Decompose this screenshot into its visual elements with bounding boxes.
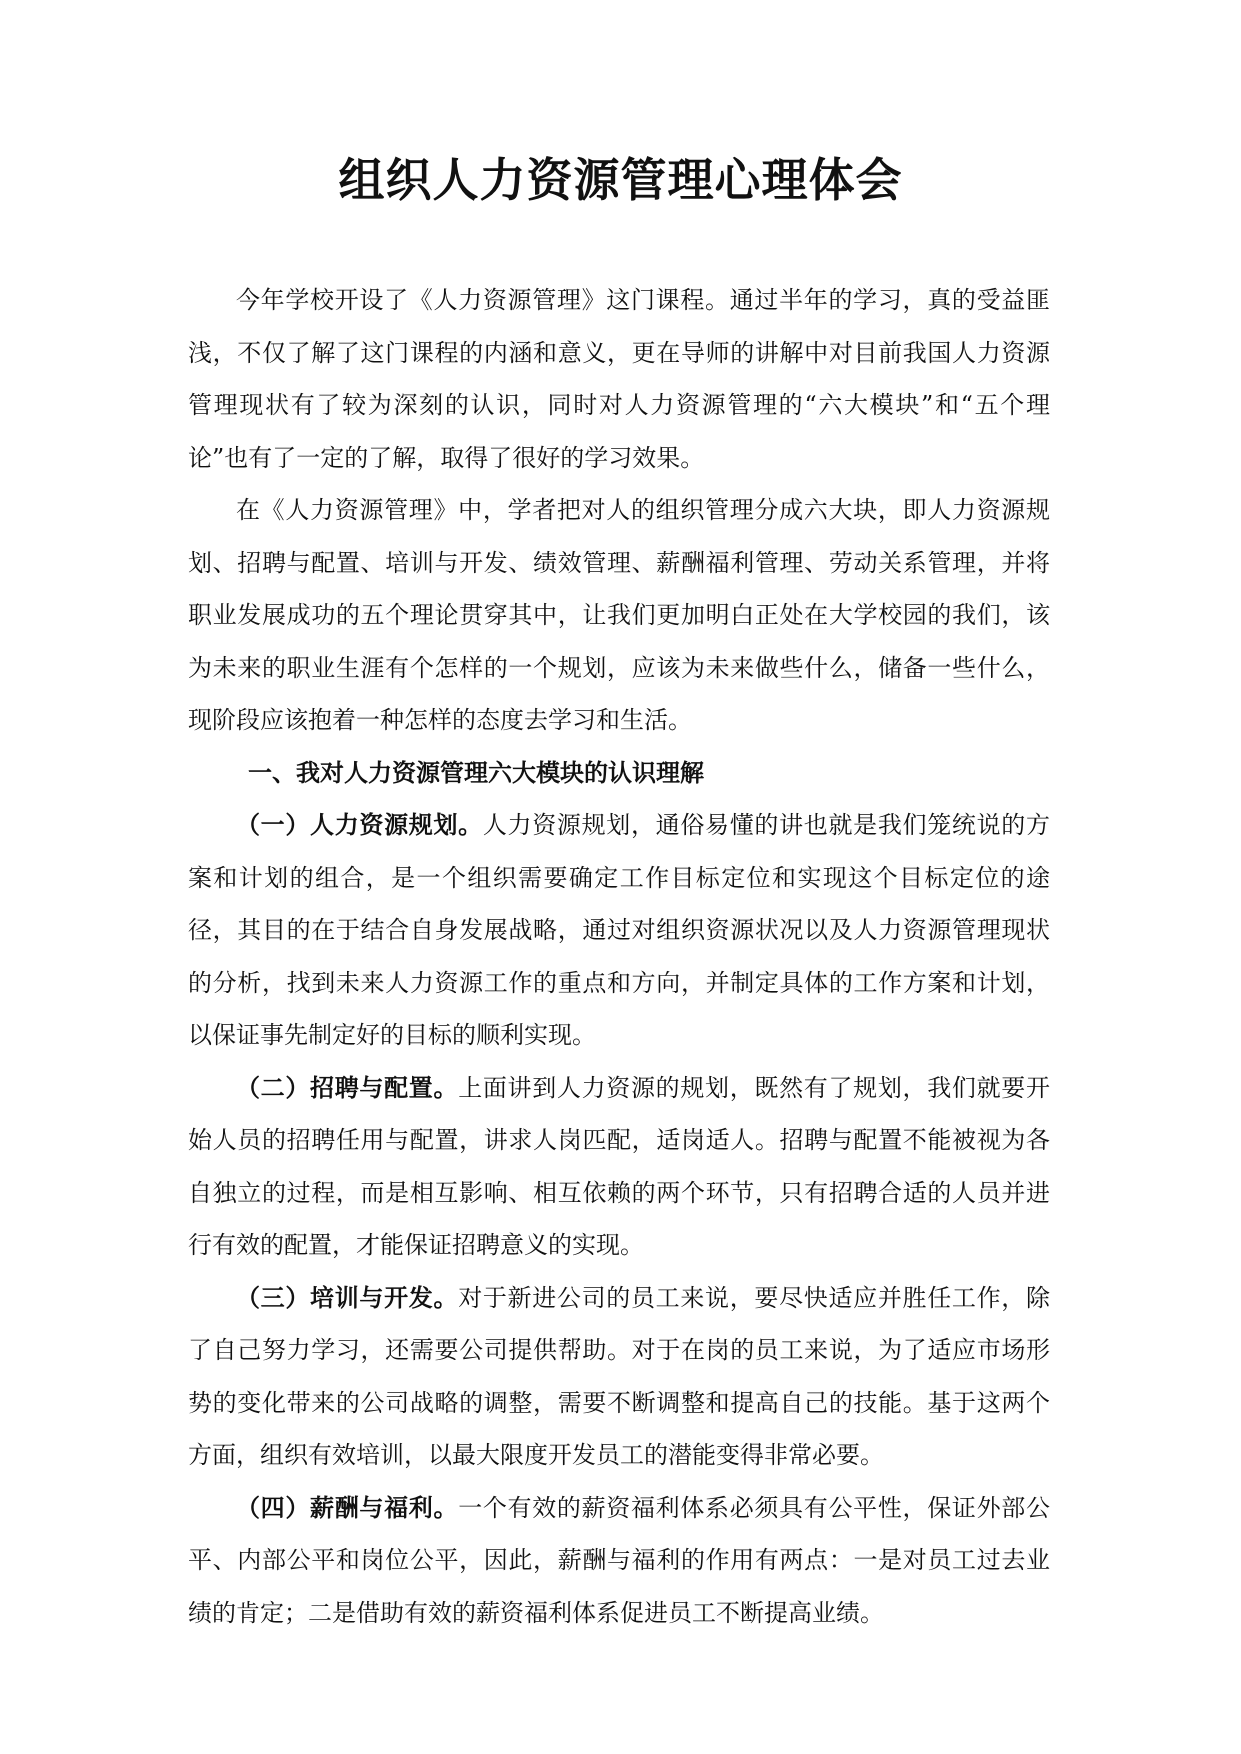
module-title-recruitment: （二）招聘与配置。 [236, 1072, 459, 1102]
module-title-compensation: （四）薪酬与福利。 [236, 1492, 459, 1522]
module-text-recruitment: 上面讲到人力资源的规划，既然有了规划，我们就要开始人员的招聘任用与配置，讲求人岗匹配，适岗适人。招聘与配置不能被视为各自独立的过程，而是相互影响、相互依赖的两个环节，只有招聘合适的人员并进行有效的配置，才能保证招聘意义的实现。 [188, 1073, 1050, 1259]
paragraph-overview: 在《人力资源管理》中，学者把对人的组织管理分成六大块，即人力资源规划、招聘与配置、培训与开发、绩效管理、薪酬福利管理、劳动关系管理，并将职业发展成功的五个理论贯穿其中，让我们更加明白正处在大学校园的我们，该为未来的职业生涯有个怎样的一个规划，应该为未来做些什么，储备一些什么，现阶段应该抱着一种怎样的态度去学习和生活。 [188, 496, 1050, 734]
module-paragraph-planning [188, 799, 1050, 1062]
module-paragraph-compensation [188, 1482, 1050, 1640]
module-text-compensation: 一个有效的薪资福利体系必须具有公平性，保证外部公平、内部公平和岗位公平，因此，薪酬与福利的作用有两点：一是对员工过去业绩的肯定；二是借助有效的薪资福利体系促进员工不断提高业绩。 [188, 1493, 1050, 1627]
module-paragraph-recruitment [188, 1062, 1050, 1272]
section-heading: 一、我对人力资源管理六大模块的认识理解 [248, 757, 704, 787]
module-text-planning: 人力资源规划，通俗易懂的讲也就是我们笼统说的方案和计划的组合，是一个组织需要确定工作目标定位和实现这个目标定位的途径，其目的在于结合自身发展战略，通过对组织资源状况以及人力资源管理现状的分析，找到未来人力资源工作的重点和方向，并制定具体的工作方案和计划，以保证事先制定好的目标的顺利实现。 [188, 811, 1050, 1049]
module-title-training: （三）培训与开发。 [236, 1282, 459, 1312]
module-text-training: 对于新进公司的员工来说，要尽快适应并胜任工作，除了自己努力学习，还需要公司提供帮助。对于在岗的员工来说，为了适应市场形势的变化带来的公司战略的调整，需要不断调整和提高自己的技能。基于这两个方面，组织有效培训，以最大限度开发员工的潜能变得非常必要。 [188, 1283, 1050, 1469]
document-body [188, 274, 1050, 1639]
page-title: 组织人力资源管理心理体会 [338, 153, 903, 207]
module-paragraph-training [188, 1272, 1050, 1482]
module-title-planning: （一）人力资源规划。 [236, 810, 483, 839]
paragraph-intro: 今年学校开设了《人力资源管理》这门课程。通过半年的学习，真的受益匪浅，不仅了解了这门课程的内涵和意义，更在导师的讲解中对目前我国人力资源管理现状有了较为深刻的认识，同时对人力资源管理的“六大模块”和“五个理论”也有了一定的了解，取得了很好的学习效果。 [188, 286, 1050, 472]
